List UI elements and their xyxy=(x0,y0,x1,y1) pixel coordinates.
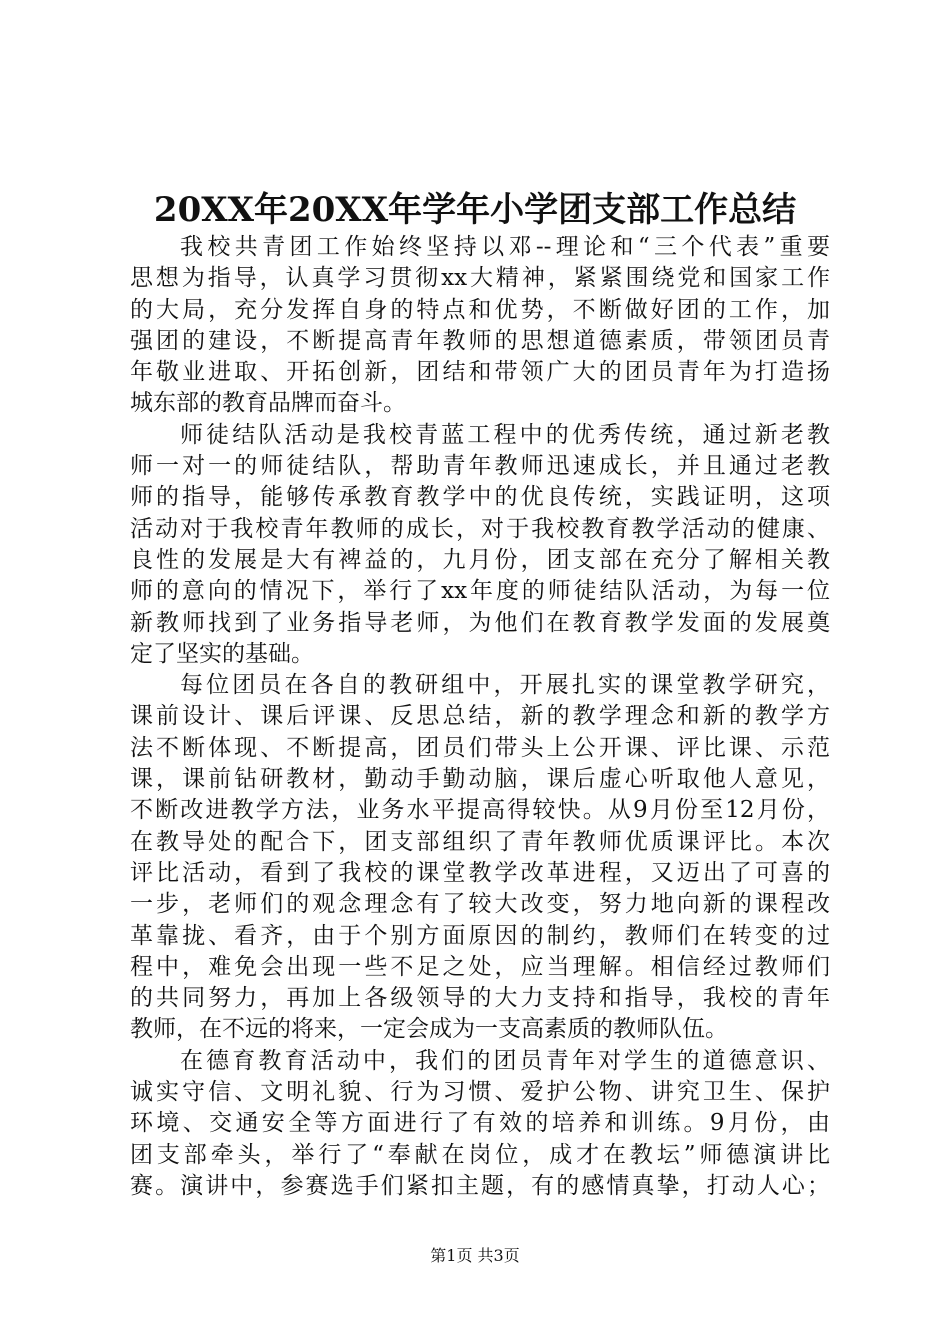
text-line: 环境、交通安全等方面进行了有效的培养和训练。9月份，由 xyxy=(130,1110,830,1137)
text-line: 团支部牵头，举行了“奉献在岗位，成才在教坛”师德演讲比 xyxy=(130,1141,830,1168)
text-line: 诚实守信、文明礼貌、行为习惯、爱护公物、讲究卫生、保护 xyxy=(130,1079,830,1106)
document-title: 20XX年20XX年学年小学团支部工作总结 xyxy=(153,190,797,230)
text-line: 课前设计、课后评课、反思总结，新的教学理念和新的教学方 xyxy=(130,703,830,730)
text-line: 思想为指导，认真学习贯彻xx大精神，紧紧围绕党和国家工作 xyxy=(130,265,830,292)
text-line: 在德育教育活动中，我们的团员青年对学生的道德意识、 xyxy=(180,1047,830,1074)
text-line: 革靠拢、看齐，由于个别方面原因的制约，教师们在转变的过 xyxy=(130,922,830,949)
text-line: 师的指导，能够传承教育教学中的优良传统，实践证明，这项 xyxy=(130,484,830,511)
text-line: 城东部的教育品牌而奋斗。 xyxy=(130,390,406,417)
text-line: 年敬业进取、开拓创新，团结和带领广大的团员青年为打造扬 xyxy=(130,359,830,386)
text-line: 法不断体现、不断提高，团员们带头上公开课、评比课、示范 xyxy=(130,734,830,761)
paragraph xyxy=(130,232,830,420)
text-line: 赛。演讲中，参赛选手们紧扣主题，有的感情真挚，打动人心； xyxy=(130,1172,830,1199)
text-line: 强团的建设，不断提高青年教师的思想道德素质，带领团员青 xyxy=(130,327,830,354)
text-line: 的共同努力，再加上各级领导的大力支持和指导，我校的青年 xyxy=(130,985,830,1012)
text-line: 师的意向的情况下，举行了xx年度的师徒结队活动，为每一位 xyxy=(130,578,830,605)
text-line: 我校共青团工作始终坚持以邓--理论和“三个代表”重要 xyxy=(180,234,830,260)
document-body xyxy=(130,232,830,1202)
text-line: 定了坚实的基础。 xyxy=(130,640,314,667)
text-line: 不断改进教学方法，业务水平提高得较快。从9月份至12月份， xyxy=(130,797,830,824)
text-line: 评比活动，看到了我校的课堂教学改革进程，又迈出了可喜的 xyxy=(130,859,830,886)
text-line: 程中，难免会出现一些不足之处，应当理解。相信经过教师们 xyxy=(130,953,830,980)
text-line: 良性的发展是大有裨益的，九月份，团支部在充分了解相关教 xyxy=(130,546,830,573)
page-number-footer: 第1页 共3页 xyxy=(430,1246,520,1265)
text-line: 一步，老师们的观念理念有了较大改变，努力地向新的课程改 xyxy=(130,891,830,918)
text-line: 的大局，充分发挥自身的特点和优势，不断做好团的工作，加 xyxy=(130,296,830,323)
text-line: 每位团员在各自的教研组中，开展扎实的课堂教学研究， xyxy=(180,672,830,699)
text-line: 新教师找到了业务指导老师，为他们在教育教学发面的发展奠 xyxy=(130,609,830,636)
text-line: 在教导处的配合下，团支部组织了青年教师优质课评比。本次 xyxy=(130,828,830,855)
text-line: 师一对一的师徒结队，帮助青年教师迅速成长，并且通过老教 xyxy=(130,453,830,480)
text-line: 活动对于我校青年教师的成长，对于我校教育教学活动的健康、 xyxy=(130,515,830,542)
paragraph xyxy=(130,1046,830,1202)
text-line: 师徒结队活动是我校青蓝工程中的优秀传统，通过新老教 xyxy=(180,421,830,448)
text-line: 教师，在不远的将来，一定会成为一支高素质的教师队伍。 xyxy=(130,1016,728,1043)
text-line: 课，课前钻研教材，勤动手勤动脑，课后虚心听取他人意见， xyxy=(130,766,830,793)
paragraph xyxy=(130,670,830,1046)
paragraph xyxy=(130,420,830,670)
